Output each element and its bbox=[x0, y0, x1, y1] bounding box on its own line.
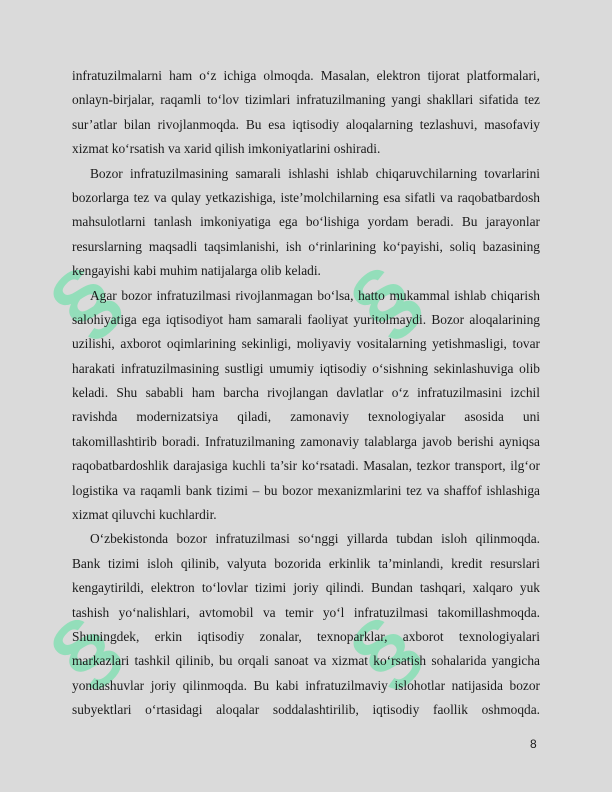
text-line: kengaytirildi, elektron to‘lovlar tizimi joriy qilindi. Bundan tashqari, xalqaro yuk bbox=[72, 580, 540, 596]
paragraph bbox=[72, 527, 540, 722]
text-line: subyektlari o‘rtasidagi aloqalar soddalashtirilib, iqtisodiy faollik oshmoqda. bbox=[72, 702, 540, 718]
text-line: kengayishi kabi muhim natijalarga olib keladi. bbox=[72, 263, 321, 279]
text-line: sur’atlar bilan rivojlanmoqda. Bu esa iqtisodiy aloqalarning tezlashuvi, masofaviy bbox=[72, 116, 540, 132]
text-line: takomillashtirib boradi. Infratuzilmaning zamonaviy talablarga javob berishi ayniqsa bbox=[72, 433, 540, 449]
text-line: raqobatbardoshlik darajasiga kuchli ta’sir ko‘rsatadi. Masalan, tezkor transport, ilg‘or bbox=[72, 458, 540, 474]
text-line: O‘zbekistonda bozor infratuzilmasi so‘nggi yillarda tubdan isloh qilinmoqda. bbox=[90, 531, 540, 547]
text-line: xizmat qiluvchi kuchlardir. bbox=[72, 507, 217, 523]
watermark-logo: § bbox=[331, 598, 438, 705]
text-line: onlayn-birjalar, raqamli to‘lov tizimlari infratuzilmaning yangi shakllari sifatida tez bbox=[72, 92, 540, 108]
text-line: mahsulotlarni tanlash imkoniyatiga ega bo‘lishiga yordam beradi. Bu jarayonlar bbox=[72, 214, 540, 230]
text-line: Bank tizimi isloh qilinib, valyuta bozorida erkinlik ta’minlandi, kredit resurslari bbox=[72, 555, 540, 571]
text-line: logistika va raqamli bank tizimi – bu bozor mexanizmlarini tez va shaffof ishlashiga bbox=[72, 482, 540, 498]
document-body bbox=[72, 64, 540, 723]
text-line: tashish yo‘nalishlari, avtomobil va temir yo‘l infratuzilmasi takomillashmoqda. bbox=[72, 604, 540, 620]
text-line: Shuningdek, erkin iqtisodiy zonalar, texnoparklar, axborot texnologiyalari bbox=[72, 628, 540, 644]
text-line: markazlari tashkil qilinib, bu orqali sanoat va xizmat ko‘rsatish sohalarida yangicha bbox=[72, 653, 540, 669]
paragraph bbox=[72, 64, 540, 162]
text-line: yondashuvlar joriy qilinmoqda. Bu kabi infratuzilmaviy islohotlar natijasida bozor bbox=[72, 677, 540, 693]
paragraph bbox=[72, 162, 540, 284]
text-line: uzilishi, axborot oqimlarining sekinligi, moliyaviy vositalarning yetishmasligi, tovar bbox=[72, 336, 540, 352]
watermark-logo: § bbox=[31, 248, 138, 355]
text-line: salohiyatiga ega iqtisodiyot ham samarali faoliyat yuritolmaydi. Bozor aloqalarining bbox=[72, 311, 540, 327]
paragraph bbox=[72, 284, 540, 528]
text-line: infratuzilmalarni ham o‘z ichiga olmoqda. Masalan, elektron tijorat platformalari, bbox=[72, 68, 540, 83]
text-line: resurslarning maqsadli taqsimlanishi, ish o‘rinlarining ko‘payishi, soliq bazasining bbox=[72, 238, 540, 254]
text-line: ravishda modernizatsiya qiladi, zamonaviy texnologiyalar asosida uni bbox=[72, 409, 540, 425]
text-line: harakati infratuzilmasining sustligi umumiy iqtisodiy o‘sishning sekinlashuviga olib bbox=[72, 360, 540, 376]
text-line: bozorlarga tez va qulay yetkazishiga, iste’molchilarning esa sifatli va raqobatbardosh bbox=[72, 189, 540, 205]
text-line: Bozor infratuzilmasining samarali ishlashi ishlab chiqaruvchilarning tovarlarini bbox=[90, 165, 540, 181]
text-line: keladi. Shu sababli ham barcha rivojlangan davlatlar o‘z infratuzilmasini izchil bbox=[72, 385, 540, 401]
page-number: 8 bbox=[530, 737, 537, 751]
text-line: Agar bozor infratuzilmasi rivojlanmagan bo‘lsa, hatto mukammal ishlab chiqarish bbox=[90, 287, 540, 303]
watermark-logo: § bbox=[331, 248, 438, 355]
text-line: xizmat ko‘rsatish va xarid qilish imkoniyatlarini oshiradi. bbox=[72, 141, 381, 157]
watermark-logo: § bbox=[31, 598, 138, 705]
